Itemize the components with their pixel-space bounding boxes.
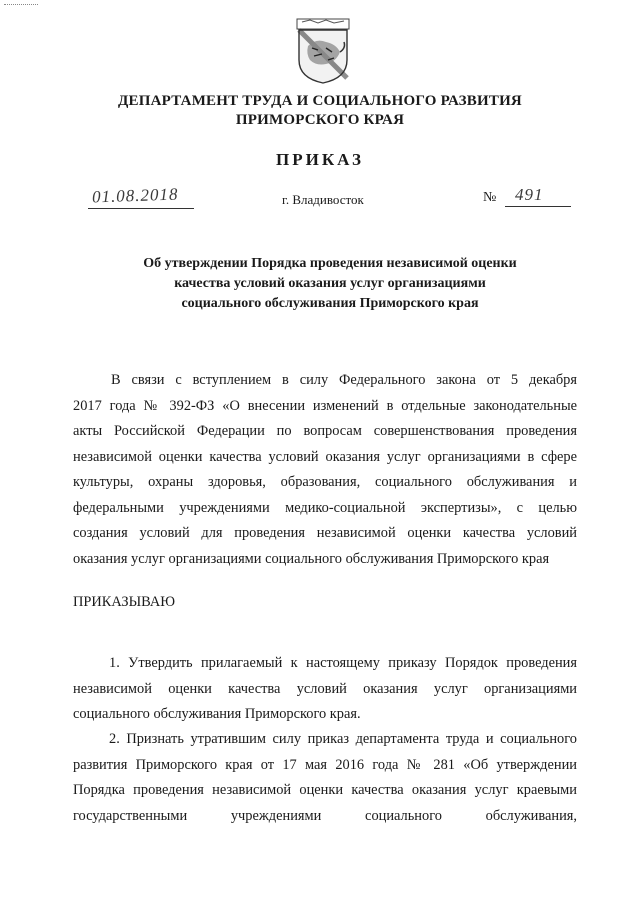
item-2-line: 2. Признать утратившим силу приказ департамента труда и социального [109, 731, 577, 747]
number-label: № [483, 190, 497, 205]
item-2-line: развития Приморского края от 17 мая 2016 года № 281 «Об утверждении [73, 756, 577, 773]
coat-of-arms-icon [296, 18, 350, 84]
preamble-line: создания условий для проведения независимой оценки качества условий [73, 525, 577, 541]
number-underline [505, 206, 571, 207]
document-subject [90, 254, 570, 314]
subject-line-2: качества условий оказания услуг организациями [174, 276, 486, 291]
preamble-line: независимой оценки качества условий оказания услуг организациями в сфере [73, 448, 577, 465]
subject-line-3: социального обслуживания Приморского края [181, 296, 479, 311]
order-directive-word: ПРИКАЗЫВАЮ [73, 594, 176, 610]
order-item-2 [73, 727, 577, 829]
document-type-title: ПРИКАЗ [276, 150, 364, 169]
department-name [60, 92, 580, 130]
preamble-line: оказания услуг организациями социального обслуживания Приморского края [73, 550, 550, 567]
preamble-line: В связи с вступлением в силу Федерального закона от 5 декабря [111, 372, 577, 388]
item-1-line: социального обслуживания Приморского края. [73, 706, 361, 722]
item-1-line: 1. Утвердить прилагаемый к настоящему приказу Порядок проведения [109, 655, 577, 671]
date-underline [88, 208, 194, 209]
department-line-1: ДЕПАРТАМЕНТ ТРУДА И СОЦИАЛЬНОГО РАЗВИТИЯ [118, 93, 522, 109]
preamble-line: акты Российской Федерации по вопросам совершенствования проведения [73, 423, 577, 439]
handwritten-date: 01.08.2018 [91, 184, 179, 207]
item-2-line: Порядка проведения независимой оценки качества оказания услуг краевыми [73, 782, 577, 798]
preamble-line: 2017 года № 392-ФЗ «О внесении изменений в отдельные законодательные [73, 397, 577, 414]
preamble-line: федеральными учреждениями медико-социальной экспертизы», с целью [73, 499, 577, 516]
department-line-2: ПРИМОРСКОГО КРАЯ [235, 112, 405, 128]
handwritten-number: 491 [515, 185, 544, 204]
subject-line-1: Об утверждении Порядка проведения независимой оценки [143, 256, 517, 271]
city-label: г. Владивосток [282, 192, 364, 207]
preamble-line: культуры, охраны здоровья, образования, социального обслуживания и [73, 474, 577, 490]
order-item-1 [73, 651, 577, 728]
preamble-paragraph [73, 368, 577, 572]
scan-corner-mark [4, 4, 38, 8]
item-1-line: независимой оценки качества условий оказания услуг организациями [73, 680, 577, 697]
item-2-line: государственными учреждениями социального обслуживания, [73, 807, 577, 824]
